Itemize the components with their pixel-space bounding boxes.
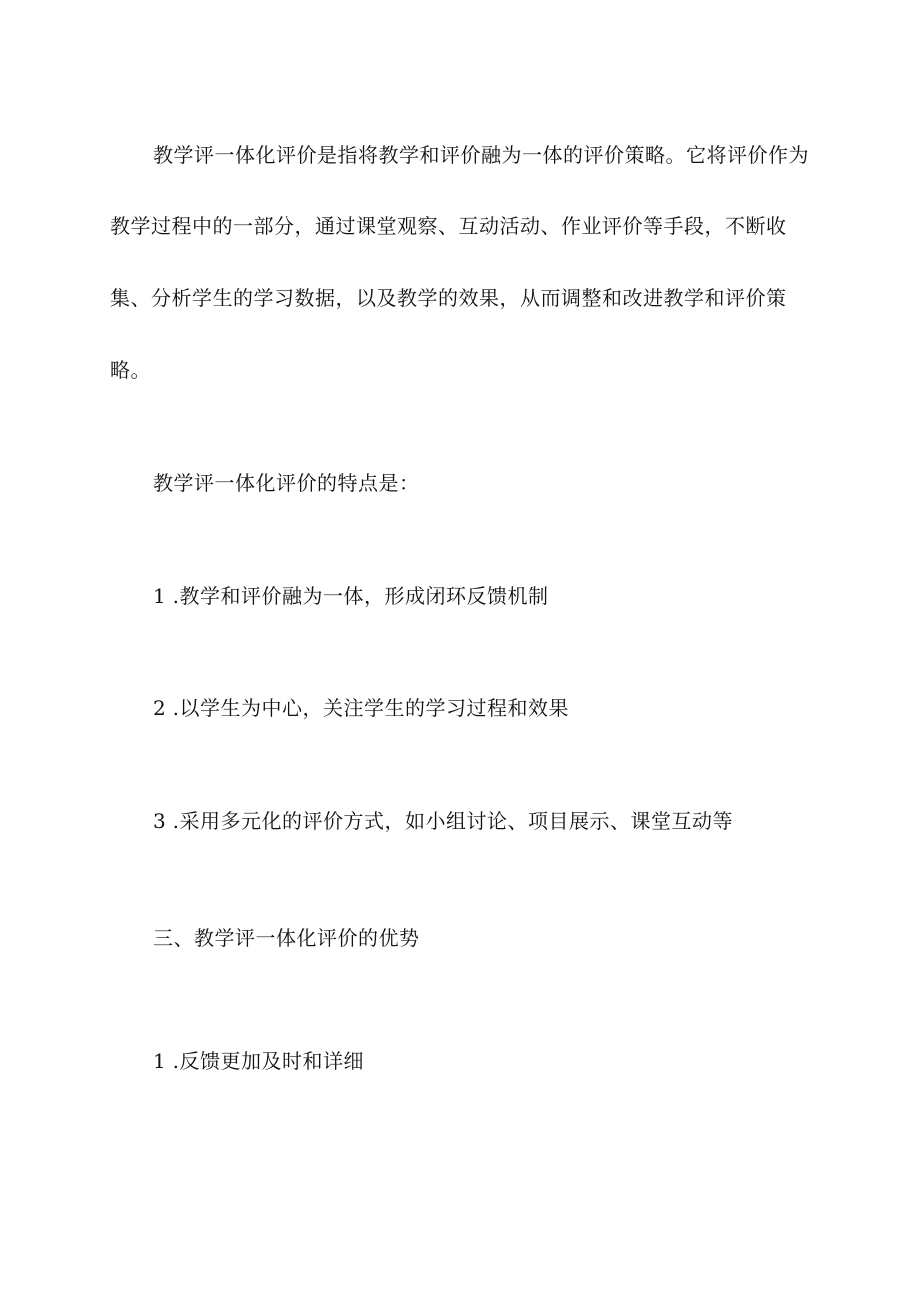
advantage-item-1 — [153, 1047, 364, 1075]
section-heading: 三、教学评一体化评价的优势 — [153, 926, 420, 950]
feature-item-2 — [153, 694, 569, 722]
features-intro: 教学评一体化评价的特点是： — [153, 471, 420, 495]
paragraph-1-line-2: 教学过程中的一部分，通过课堂观察、互动活动、作业评价等手段，不断收 — [110, 214, 787, 238]
advantage-item-text: .反馈更加及时和详细 — [172, 1049, 364, 1073]
paragraph-1-line-4: 略。 — [110, 358, 151, 382]
paragraph-1-line-3: 集、分析学生的学习数据，以及教学的效果，从而调整和改进教学和评价策 — [110, 286, 787, 310]
feature-item-number: 1 — [153, 584, 166, 608]
feature-item-number: 2 — [153, 696, 166, 720]
feature-item-number: 3 — [153, 809, 166, 833]
feature-item-3 — [153, 807, 733, 835]
advantage-item-number: 1 — [153, 1049, 166, 1073]
feature-item-text: .采用多元化的评价方式，如小组讨论、项目展示、课堂互动等 — [172, 809, 733, 833]
feature-item-text: .以学生为中心，关注学生的学习过程和效果 — [172, 696, 569, 720]
paragraph-1-line-1: 教学评一体化评价是指将教学和评价融为一体的评价策略。它将评价作为 — [153, 143, 809, 167]
feature-item-1 — [153, 582, 548, 610]
feature-item-text: .教学和评价融为一体，形成闭环反馈机制 — [172, 584, 549, 608]
